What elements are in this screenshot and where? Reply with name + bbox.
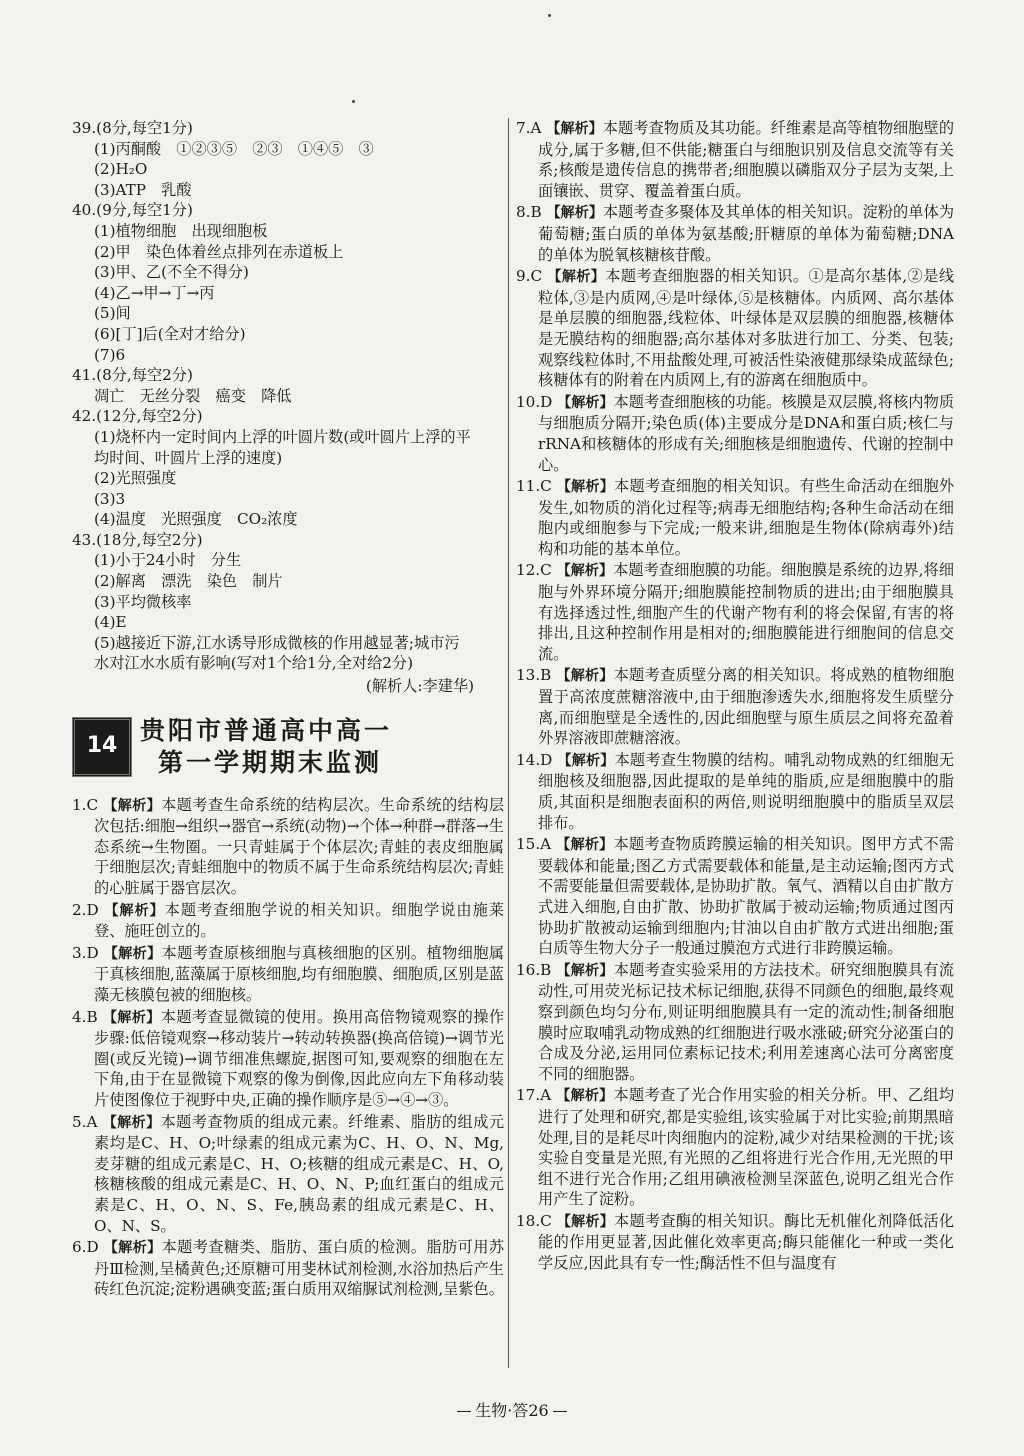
question-answer bbox=[72, 795, 504, 899]
right-column bbox=[516, 118, 954, 1275]
analysis-tag: 【解析】 bbox=[546, 205, 603, 222]
question-number: 6.D bbox=[72, 1238, 99, 1257]
section-title-line2: 第一学期期末监测 bbox=[158, 747, 383, 777]
question-number: 9.C bbox=[516, 267, 543, 286]
answer-line: (6)[丁]后(全对才给分) bbox=[94, 324, 246, 343]
question-number: 10.D bbox=[516, 392, 553, 411]
analysis-tag: 【解析】 bbox=[556, 1213, 615, 1230]
analysis-tag: 【解析】 bbox=[102, 1009, 161, 1026]
answer-line: (2)光照强度 bbox=[94, 469, 177, 488]
analysis-tag: 【解析】 bbox=[103, 945, 162, 962]
analysis-tag: 【解析】 bbox=[556, 1088, 614, 1105]
question-answer bbox=[516, 834, 954, 959]
question-answer bbox=[516, 750, 954, 833]
analysis-tag: 【解析】 bbox=[102, 1114, 161, 1131]
answer-line: (1)植物细胞 出现细胞板 bbox=[94, 221, 268, 240]
answer-line: (3)3 bbox=[94, 489, 126, 508]
analysis-text: 本题考查原核细胞与真核细胞的区别。植物细胞属于真核细胞,蓝藻属于原核细胞,均有细胞膜、细胞质,区别是蓝藻无核膜包被的细胞核。 bbox=[94, 943, 505, 1004]
question-answer bbox=[516, 1211, 954, 1274]
question-number: 13.B bbox=[516, 666, 552, 685]
question-number: 14.D bbox=[516, 750, 553, 769]
footer-page-number: 答26 bbox=[512, 1401, 549, 1420]
question-number: 4.B bbox=[72, 1007, 98, 1026]
answer-line: 水对江水水质有影响(写对1个给1分,全对给2分) bbox=[94, 654, 414, 673]
analysis-tag: 【解析】 bbox=[547, 269, 606, 286]
answer-line: 41.(8分,每空2分) bbox=[72, 366, 193, 385]
question-answer bbox=[516, 202, 954, 265]
answer-line: 均时间、叶圆片上浮的速度) bbox=[94, 448, 283, 467]
section-banner bbox=[72, 715, 432, 779]
analysis-text: 本题考查生物膜的结构。哺乳动物成熟的红细胞无细胞核及细胞器,因此提取的是单纯的脂质,应是细胞膜中的脂质,其面积是细胞表面积的两倍,则说明细胞膜中的脂质呈双层排布。 bbox=[538, 750, 955, 832]
question-number: 17.A bbox=[516, 1086, 552, 1105]
answer-block-39-43 bbox=[72, 118, 504, 674]
question-number: 7.A bbox=[516, 119, 542, 137]
question-number: 5.A bbox=[72, 1112, 98, 1131]
analysis-tag: 【解析】 bbox=[104, 902, 165, 919]
analysis-text: 本题考查物质及其功能。纤维素是高等植物细胞壁的成分,属于多糖,但不供能;糖蛋白与细胞识别及信息交流等有关系;核酸是遗传信息的携带者;细胞膜以磷脂双分子层为支架,上面镶嵌、贯穿、覆盖着蛋白质。 bbox=[538, 119, 955, 200]
section-title bbox=[140, 715, 392, 779]
answer-line: 40.(9分,每空1分) bbox=[72, 201, 193, 220]
left-column bbox=[72, 118, 504, 1301]
question-answer bbox=[516, 1085, 954, 1210]
scan-speck bbox=[352, 100, 355, 103]
analysis-text: 本题考查细胞膜的功能。细胞膜是系统的边界,将细胞与外界环境分隔开;细胞膜能控制物质的进出;由于细胞膜具有选择透过性,细胞产生的代谢产物有利的将会保留,有害的将排出,且这种控制作用是相对的;细胞膜能进行细胞间的信息交流。 bbox=[538, 561, 955, 663]
answer-line: (1)小于24小时 分生 bbox=[94, 551, 242, 570]
analysis-tag: 【解析】 bbox=[546, 121, 603, 137]
answer-line: (2)甲 染色体着丝点排列在赤道板上 bbox=[94, 242, 344, 261]
analysis-text: 本题考查生命系统的结构层次。生命系统的结构层次包括:细胞→组织→器官→系统(动物)→个体→种群→群落→生态系统→生物圈。一只青蛙属于个体层次;青蛙的表皮细胞属于细胞层次;青蛙细胞中的物质不属于生命系统结构层次;青蛙的心脏属于器官层次。 bbox=[94, 795, 505, 897]
question-answer bbox=[72, 900, 504, 942]
analysis-text: 本题考查了光合作用实验的相关分析。甲、乙组均进行了处理和研究,都是实验组,该实验属于对比实验;前期黑暗处理,目的是耗尽叶肉细胞内的淀粉,减少对结果检测的干扰;该实验自变量是光照,有光照的乙组将进行光合作用,无光照的甲组不进行光合作用;乙组用碘液检测呈深蓝色,说明乙组光合作用产生了淀粉。 bbox=[538, 1086, 955, 1209]
analysis-tag: 【解析】 bbox=[556, 563, 614, 580]
answer-line: 43.(18分,每空2分) bbox=[72, 530, 203, 549]
answer-line: (4)乙→甲→丁→丙 bbox=[94, 283, 215, 302]
analysis-text: 本题考查细胞学说的相关知识。细胞学说由施莱登、施旺创立的。 bbox=[94, 900, 505, 941]
analysis-text: 本题考查物质跨膜运输的相关知识。图甲方式不需要载体和能量;图乙方式需要载体和能量,是主动运输;图丙方式不需要能量但需要载体,是协助扩散。氧气、酒精以自由扩散方式进入细胞,自由扩散、协助扩散属于被动运输;物质通过图丙协助扩散被动运输到细胞内;甘油以自由扩散方式进出细胞;蛋白质等生物大分子一般通过膜泡方式进行非跨膜运输。 bbox=[538, 835, 955, 958]
analysis-tag: 【解析】 bbox=[556, 837, 614, 854]
answer-line: (1)丙酮酸 ①②③⑤ ②③ ①④⑤ ③ bbox=[94, 139, 374, 158]
analysis-text: 本题考查多聚体及其单体的相关知识。淀粉的单体为葡萄糖;蛋白质的单体为氨基酸;肝糖原的单体为葡萄糖;DNA的单体为脱氧核糖核苷酸。 bbox=[538, 203, 955, 264]
answer-line: (3)平均微核率 bbox=[94, 592, 192, 611]
answer-line: (4)温度 光照强度 CO₂浓度 bbox=[94, 510, 298, 529]
analysis-text: 本题考查物质的组成元素。纤维素、脂肪的组成元素均是C、H、O;叶绿素的组成元素为C、H、O、N、Mg,麦芽糖的组成元素是C、H、O;核糖的组成元素是C、H、O,核糖核酸的组成元素是C、H、O、N、P;血红蛋白的组成元素是C、H、O、N、S、Fe,胰岛素的组成元素是C、H、O、N、S。 bbox=[94, 1112, 505, 1235]
answer-line: (5)间 bbox=[94, 304, 131, 323]
analysis-text: 本题考查质壁分离的相关知识。将成熟的植物细胞置于高浓度蔗糖溶液中,由于细胞渗透失水,细胞将发生质壁分离,而细胞壁是全透性的,因此细胞壁与原生质层之间将充盈着外界溶液即蔗糖溶液。 bbox=[538, 666, 954, 748]
question-number: 15.A bbox=[516, 835, 552, 854]
question-answer bbox=[516, 960, 954, 1085]
question-number: 18.C bbox=[516, 1211, 552, 1230]
footer-subject: 生物 bbox=[475, 1401, 508, 1420]
analysis-tag: 【解析】 bbox=[103, 797, 162, 814]
answer-line: (2)解离 漂洗 染色 制片 bbox=[94, 572, 283, 591]
question-answer bbox=[516, 392, 954, 475]
page-footer: 生物·答26 bbox=[0, 1398, 1024, 1421]
analysis-tag: 【解析】 bbox=[556, 962, 614, 979]
question-answer bbox=[72, 1007, 504, 1111]
answer-line: (3)甲、乙(不全不得分) bbox=[94, 263, 249, 282]
answer-block-1-6 bbox=[72, 795, 504, 1300]
analysis-text: 本题考查细胞核的功能。核膜是双层膜,将核内物质与细胞质分隔开;染色质(体)主要成分是DNA和蛋白质;核仁与rRNA和核糖体的形成有关;细胞核是细胞遗传、代谢的控制中心。 bbox=[538, 392, 955, 474]
section-title-line1: 贵阳市普通高中高一 bbox=[140, 715, 393, 745]
question-answer bbox=[516, 665, 954, 748]
section-number: 14 bbox=[72, 717, 132, 777]
question-answer bbox=[516, 560, 954, 664]
column-divider bbox=[508, 118, 509, 1368]
question-answer bbox=[516, 476, 954, 559]
question-number: 12.C bbox=[516, 561, 552, 580]
analysis-text: 本题考查细胞器的相关知识。①是高尔基体,②是线粒体,③是内质网,④是叶绿体,⑤是核糖体。内质网、高尔基体是单层膜的细胞器,线粒体、叶绿体是双层膜的细胞器,核糖体是无膜结构的细胞器;高尔基体对多肽进行加工、分类、包装;观察线粒体时,不用盐酸处理,可被活性染液健那绿染成蓝绿色;核糖体有的附着在内质网上,有的游离在细胞质中。 bbox=[538, 267, 955, 390]
question-answer bbox=[72, 943, 504, 1006]
analysis-text: 本题考查糖类、脂肪、蛋白质的检测。脂肪可用苏丹Ⅲ检测,呈橘黄色;还原糖可用斐林试剂检测,水浴加热后产生砖红色沉淀;淀粉遇碘变蓝;蛋白质用双缩脲试剂检测,呈紫色。 bbox=[94, 1238, 505, 1299]
answer-line: (3)ATP 乳酸 bbox=[94, 180, 192, 199]
answer-line: 39.(8分,每空1分) bbox=[72, 119, 193, 137]
analysis-tag: 【解析】 bbox=[557, 394, 614, 411]
question-number: 11.C bbox=[516, 477, 552, 496]
analysis-text: 本题考查细胞的相关知识。有些生命活动在细胞外发生,如物质的消化过程等;病毒无细胞结构;各种生命活动在细胞内或细胞参与下完成;一般来讲,细胞是生物体(除病毒外)结构和功能的基本单位。 bbox=[538, 477, 955, 558]
question-answer bbox=[516, 266, 954, 391]
answer-line: (1)烧杯内一定时间内上浮的叶圆片数(或叶圆片上浮的平 bbox=[94, 427, 471, 446]
analysis-tag: 【解析】 bbox=[557, 752, 615, 769]
analysis-text: 本题考查显微镜的使用。换用高倍物镜观察的操作步骤:低倍镜观察→移动装片→转动转换器(换高倍镜)→调节光圈(或反光镜)→调节细准焦螺旋,据图可知,要观察的细胞在左下角,由于在显微镜下观察的像为倒像,因此应向左下角移动装片使图像位于视野中央,正确的操作顺序是⑤→④→③。 bbox=[94, 1007, 505, 1109]
question-number: 1.C bbox=[72, 795, 99, 814]
answer-line: 42.(12分,每空2分) bbox=[72, 407, 203, 426]
analysis-tag: 【解析】 bbox=[556, 668, 614, 685]
analysis-text: 本题考查酶的相关知识。酶比无机催化剂降低活化能的作用更显著,因此催化效率更高;酶只能催化一种或一类化学反应,因此具有专一性;酶活性不但与温度有 bbox=[538, 1211, 955, 1273]
analysis-text: 本题考查实验采用的方法技术。研究细胞膜具有流动性,可用荧光标记技术标记细胞,获得不同颜色的细胞,最终观察到颜色均匀分布,则证明细胞膜具有一定的流动性;制备细胞膜时应取哺乳动物成熟的红细胞进行吸水涨破;研究分泌蛋白的合成及分泌,运用同位素标记技术;利用差速离心法可分离密度不同的细胞器。 bbox=[538, 960, 954, 1083]
answer-line: (7)6 bbox=[94, 345, 126, 364]
answer-line: (5)越接近下游,江水诱导形成微核的作用越显著;城市污 bbox=[94, 633, 460, 652]
question-number: 3.D bbox=[72, 943, 99, 962]
question-number: 16.B bbox=[516, 960, 552, 979]
answer-line: 凋亡 无丝分裂 癌变 降低 bbox=[94, 386, 292, 405]
analyst-signature: (解析人:李建华) bbox=[365, 677, 474, 696]
question-answer bbox=[516, 118, 954, 201]
scan-speck bbox=[548, 14, 551, 17]
analysis-tag: 【解析】 bbox=[556, 479, 615, 496]
question-answer bbox=[72, 1237, 504, 1300]
answer-line: (2)H₂O bbox=[94, 160, 148, 179]
question-answer bbox=[72, 1112, 504, 1237]
analysis-tag: 【解析】 bbox=[103, 1240, 162, 1257]
question-number: 8.B bbox=[516, 203, 542, 222]
answer-line: (4)E bbox=[94, 613, 127, 632]
question-number: 2.D bbox=[72, 900, 99, 919]
